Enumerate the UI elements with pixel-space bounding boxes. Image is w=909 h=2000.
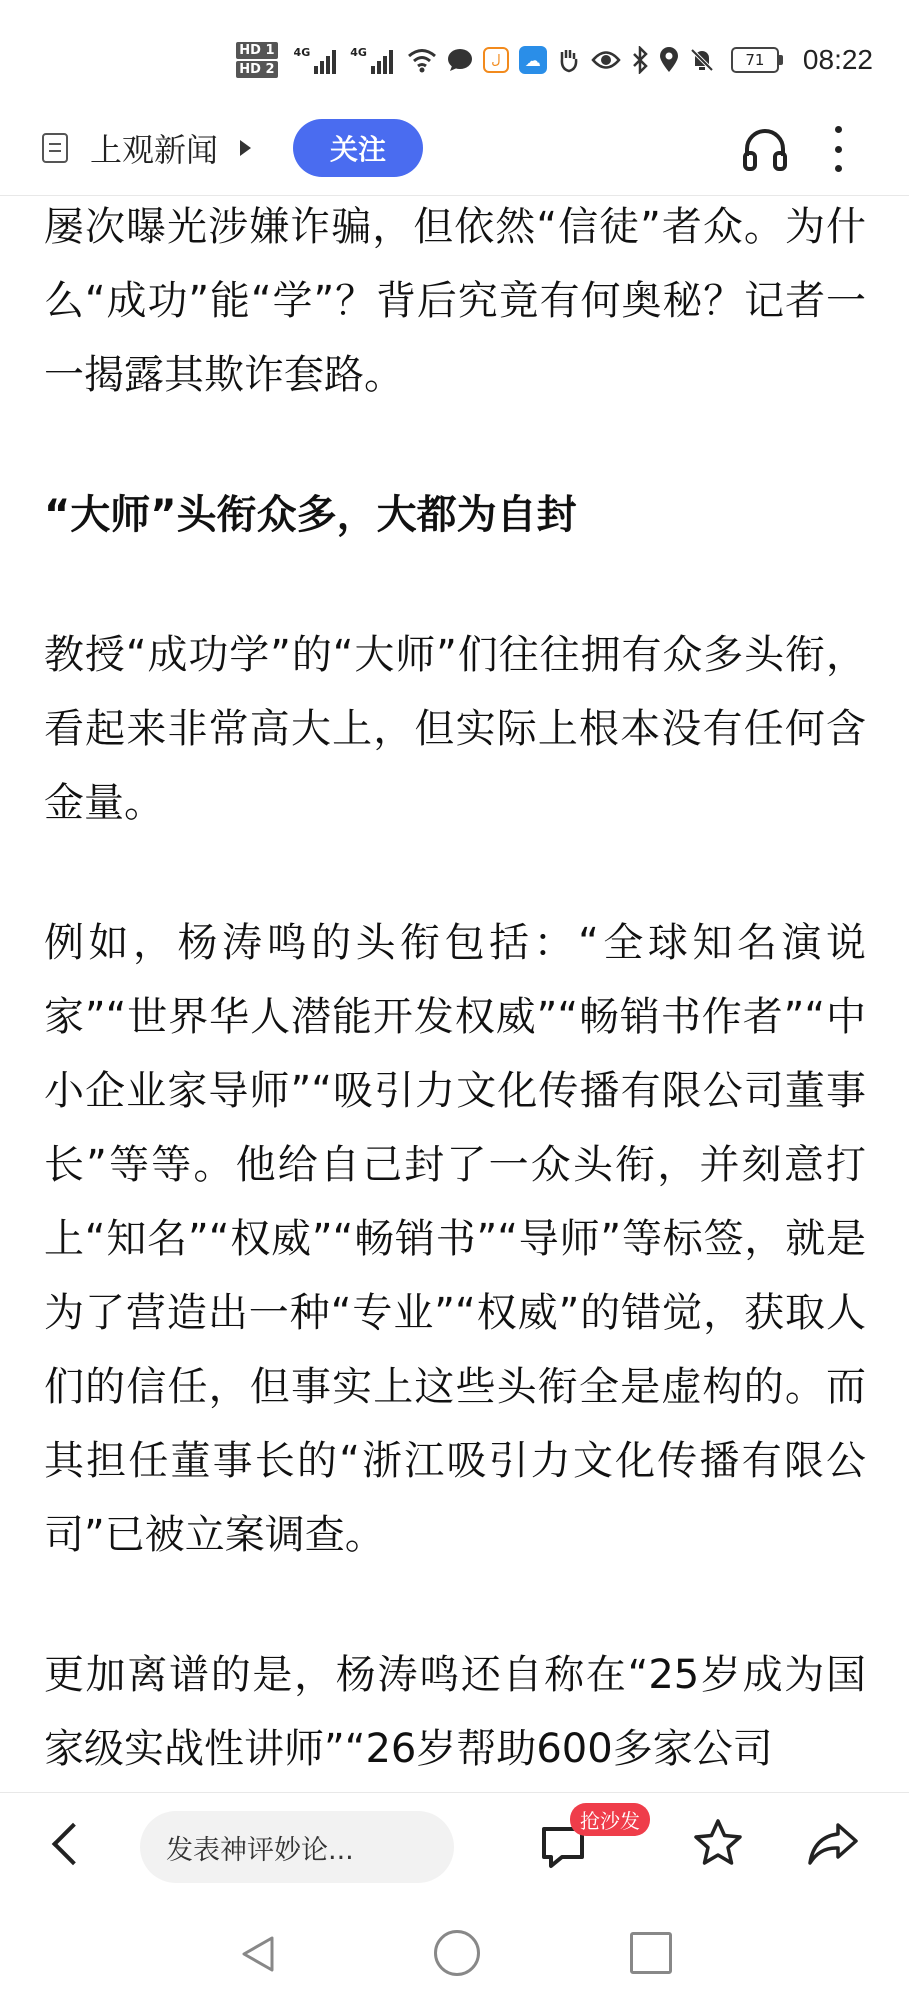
- comment-input[interactable]: 发表神评妙论...: [140, 1811, 454, 1883]
- back-icon[interactable]: [52, 1823, 94, 1865]
- follow-button[interactable]: 关注: [293, 119, 423, 177]
- message-icon: [447, 48, 473, 72]
- article-body: [44, 196, 866, 1852]
- document-icon[interactable]: [42, 133, 68, 163]
- bluetooth-icon: [631, 46, 649, 74]
- location-icon: [659, 47, 679, 73]
- sim2-label: HD 2: [236, 61, 277, 78]
- article-subheading: “大师”头衔众多，大都为自封: [44, 492, 577, 538]
- eye-icon: [591, 49, 621, 71]
- shopping-app-icon: ل: [483, 47, 509, 73]
- source-title[interactable]: 上观新闻: [90, 130, 219, 169]
- article-paragraph: 教授“成功学”的“大师”们往往拥有众多头衔，看起来非常高大上，但实际上根本没有任何含金量。: [44, 632, 866, 826]
- share-icon[interactable]: [806, 1819, 860, 1869]
- nav-home-icon[interactable]: [434, 1930, 480, 1976]
- system-nav-bar: [0, 1902, 909, 2000]
- hand-icon: [557, 47, 581, 73]
- nav-recent-apps-icon[interactable]: [630, 1932, 672, 1974]
- nav-back-icon[interactable]: [236, 1932, 280, 1976]
- battery-level: 71: [731, 47, 779, 73]
- bottom-action-bar: [0, 1792, 909, 1903]
- signal-1-label: 4G: [293, 46, 311, 59]
- signal-2-label: 4G: [350, 46, 367, 59]
- sim1-label: HD 1: [236, 42, 277, 59]
- signal-1-icon: [294, 46, 337, 74]
- article-paragraph: 例如，杨涛鸣的头衔包括：“全球知名演说家”“世界华人潜能开发权威”“畅销书作者”“中小企业家导师”“吸引力文化传播有限公司董事长”等等。他给自己封了一众头衔，并刻意打上“知名”“权威”“畅销书”“导师”等标签，就是为了营造出一种“专业”“权威”的错觉，获取人们的信任，但事实上这些头衔全是虚构的。而其担任董事长的“浙江吸引力文化传播有限公司”已被立案调查。: [44, 920, 866, 1558]
- mute-bell-icon: [689, 47, 715, 73]
- article-paragraph: 屡次曝光涉嫌诈骗，但依然“信徒”者众。为什么“成功”能“学”？背后究竟有何奥秘？记者一一揭露其欺诈套路。: [44, 204, 866, 398]
- battery-icon: [731, 47, 783, 73]
- play-icon[interactable]: [240, 140, 251, 156]
- sim-indicator: [236, 41, 277, 79]
- more-options-icon[interactable]: [828, 126, 848, 172]
- article-paragraph: 更加离谱的是，杨涛鸣还自称在“25岁成为国家级实战性讲师”“26岁帮助600多家公司: [44, 1652, 866, 1772]
- headphone-icon[interactable]: [742, 126, 788, 172]
- signal-2-icon: [350, 46, 393, 74]
- article-header: [0, 100, 909, 196]
- wifi-icon: [407, 47, 437, 73]
- favorite-star-icon[interactable]: [692, 1817, 744, 1869]
- weather-app-icon: ☁: [519, 46, 547, 74]
- sofa-badge: 抢沙发: [570, 1803, 650, 1836]
- clock: 08:22: [802, 44, 873, 75]
